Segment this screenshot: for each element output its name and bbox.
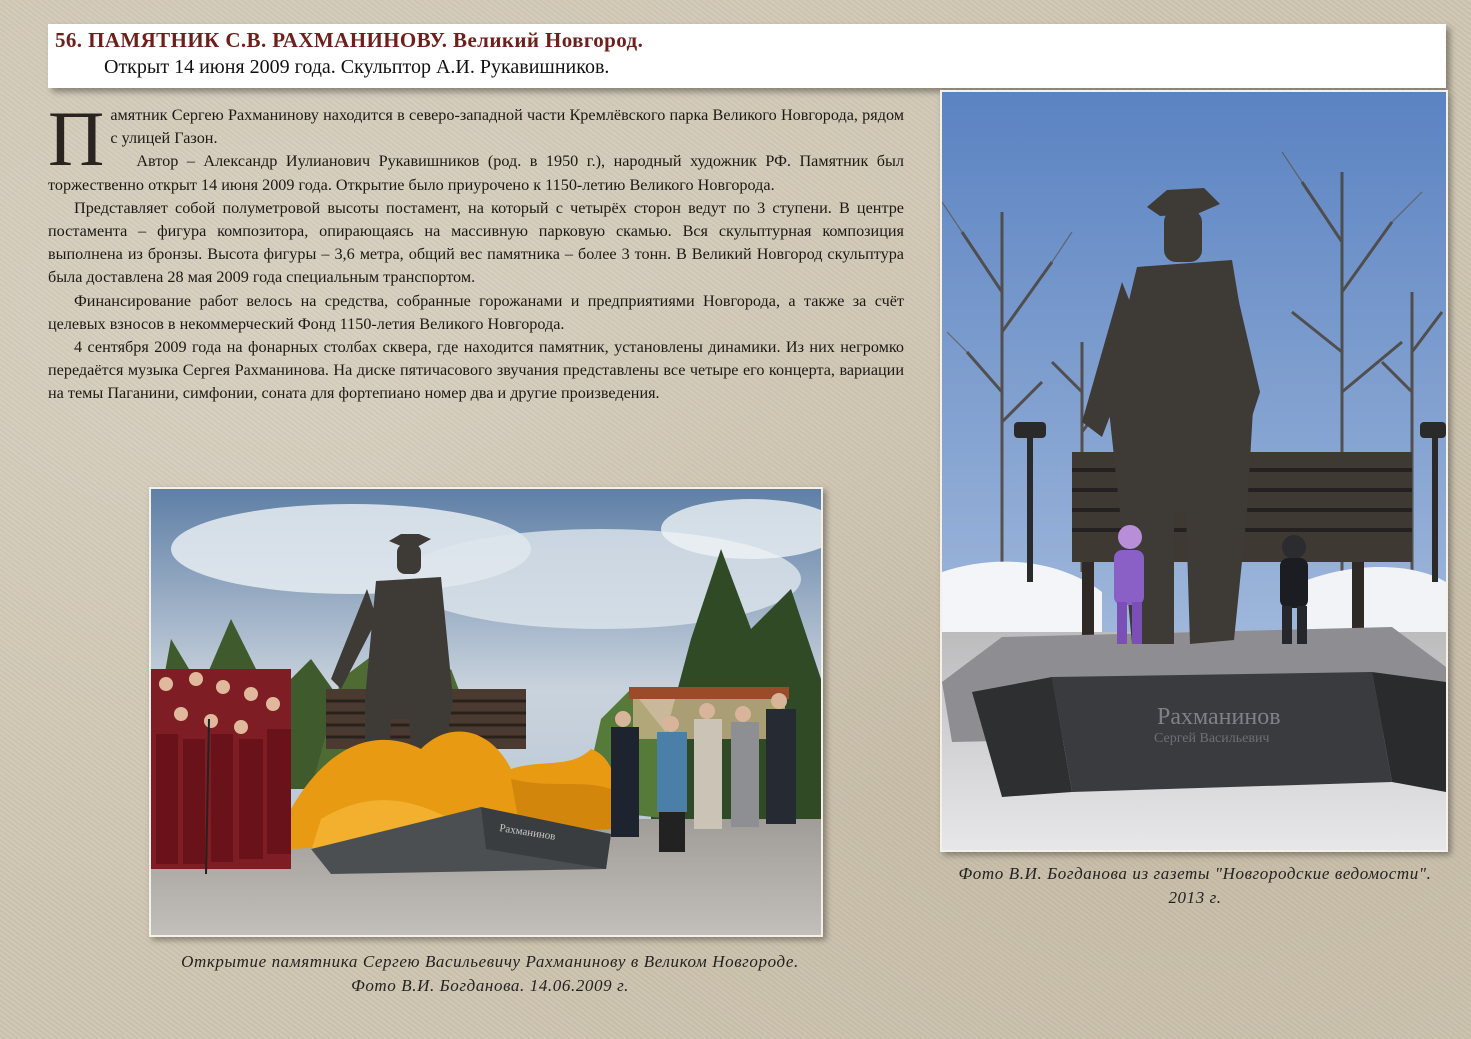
- winter-monument-photo: [940, 90, 1448, 852]
- right-caption-line-2: 2013 г.: [1168, 888, 1222, 907]
- paragraph-2: Автор – Александр Иулианович Рукавишников (род. в 1950 г.), народный художник РФ. Памятник был торжественно открыт 14 июня 2009 года. Открытие было приурочено к 1150-летию Великого Новгорода.: [48, 152, 904, 194]
- article-body: [48, 95, 904, 406]
- right-photo-caption: [930, 862, 1460, 910]
- page-title: 56. ПАМЯТНИК С.В. РАХМАНИНОВУ. Великий Новгород.: [55, 28, 644, 52]
- paragraph-1-text: амятник Сергею Рахманинову находится в северо-западной части Кремлёвского парка Великого Новгорода, рядом с улицей Газон.: [110, 106, 904, 148]
- unveiling-photo: [149, 487, 823, 937]
- right-plaque-line-2: Сергей Васильевич: [1154, 731, 1270, 746]
- left-plaque-text: Рахманинов: [498, 822, 557, 843]
- paragraph-5: 4 сентября 2009 года на фонарных столбах сквера, где находится памятник, установлены динамики. Из них негромко передаётся музыка Сергея Рахманинова. На диске пятичасового звучания представлены все четыре его концерта, вариации на темы Паганини, симфонии, соната для фортепиано номер два и другие произведения.: [48, 338, 904, 403]
- page-subtitle: Открыт 14 июня 2009 года. Скульптор А.И. Рукавишников.: [104, 56, 610, 78]
- left-caption-line-2: Фото В.И. Богданова. 14.06.2009 г.: [351, 976, 629, 995]
- right-plaque-line-1: Рахманинов: [1157, 704, 1281, 730]
- page-header: [48, 24, 1446, 88]
- paragraph-4: Финансирование работ велось на средства, собранные горожанами и предприятиями Новгорода, а также за счёт целевых взносов в некоммерческий Фонд 1150-летия Великого Новгорода.: [48, 291, 904, 333]
- paragraph-3: Представляет собой полуметровой высоты постамент, на который с четырёх сторон ведут по 3 ступени. В центре постамента – фигура композитора, опирающаясь на массивную парковую скамью. Вся скульптурная композиция выполнена из бронзы. Высота фигуры – 3,6 метра, общий вес памятника – более 3 тонн. В Великий Новгород скульптура была доставлена 28 мая 2009 года специальным транспортом.: [48, 198, 904, 287]
- left-caption-line-1: Открытие памятника Сергею Васильевичу Рахманинову в Великом Новгороде.: [181, 952, 799, 971]
- right-caption-line-1: Фото В.И. Богданова из газеты "Новгородские ведомости".: [958, 864, 1432, 883]
- drop-cap: П: [48, 95, 105, 182]
- left-photo-caption: [120, 950, 860, 998]
